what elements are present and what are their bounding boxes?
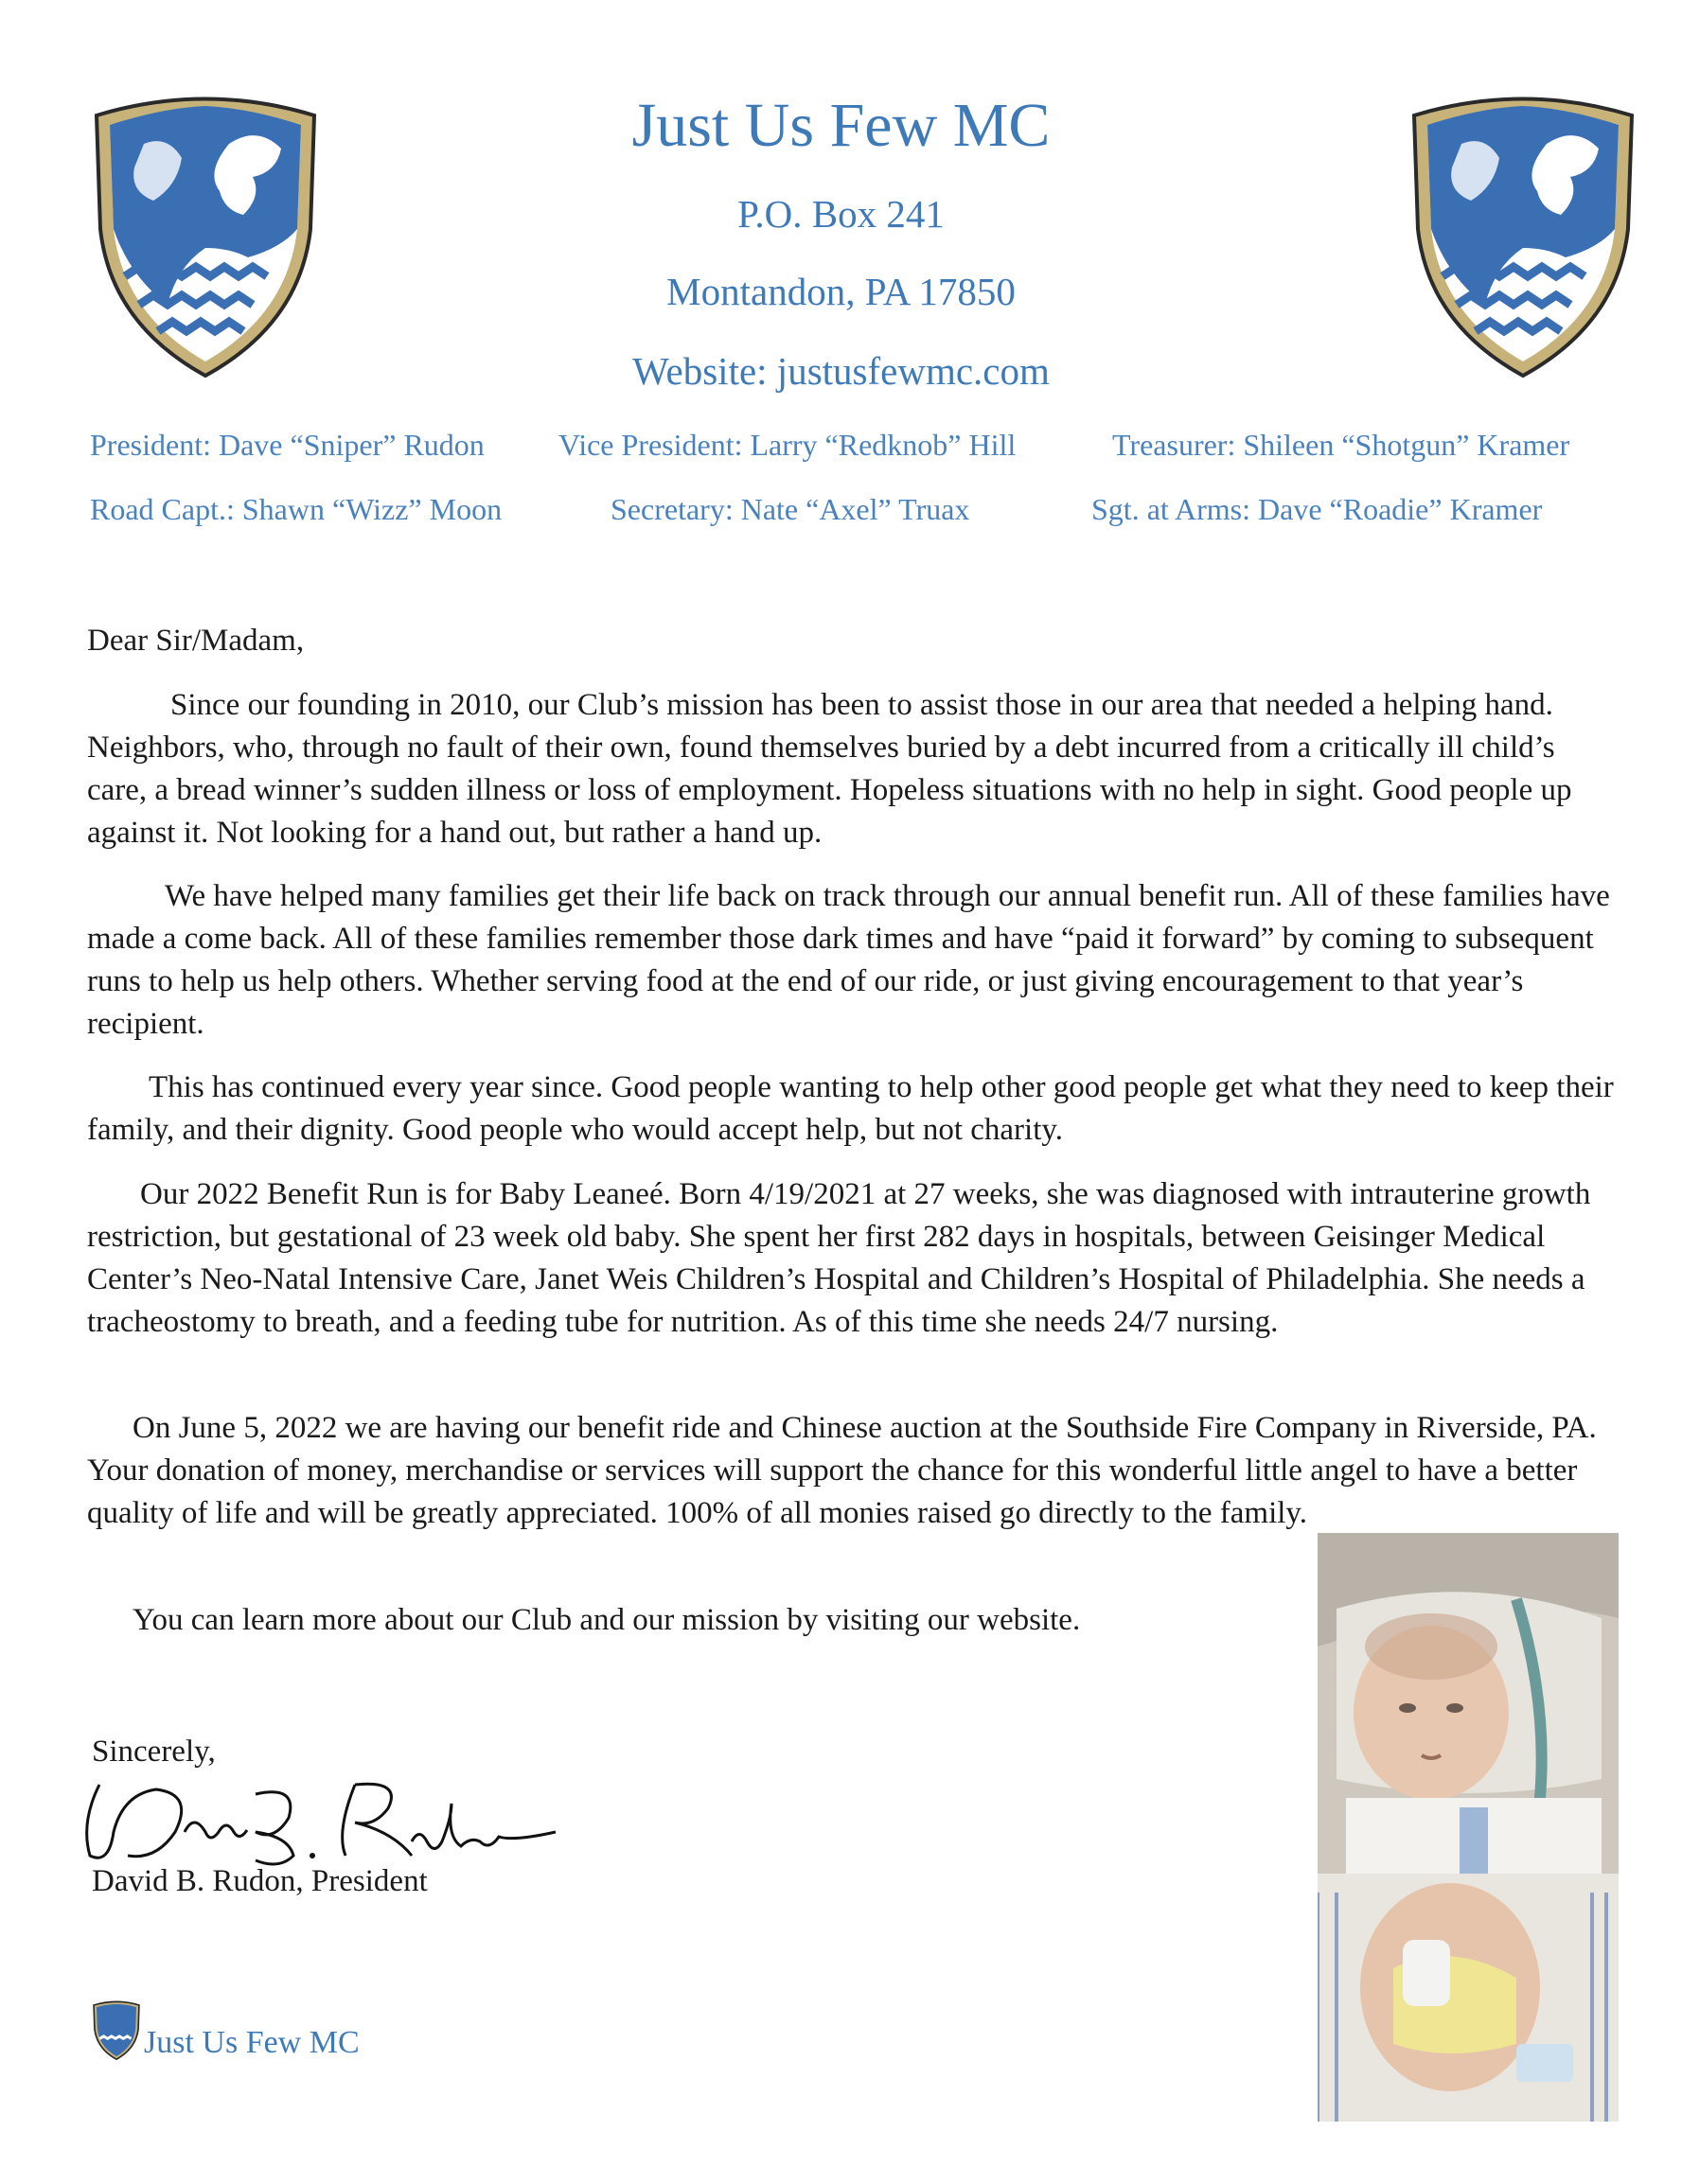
letterhead-title: Just Us Few MC <box>631 91 1051 160</box>
letter-paragraph-2: We have helped many families get their life back on track through our annual benefit run. All of these families have made a come back. All of these families remember those dark times and have “paid it forward” by coming to subsequent runs to help us help others. Whether serving food at the end of our ride, or just giving encouragement to that year’s recipient. <box>87 879 1610 1041</box>
letter-paragraph-5: On June 5, 2022 we are having our benefit ride and Chinese auction at the Southside Fire Company in Riverside, PA. Your donation of money, merchandise or services will support the chance for this wonderful little angel to have a better quality of life and will be greatly appreciated. 100% of all monies raised go directly to the family. <box>87 1411 1597 1530</box>
letter-closing: Sincerely, <box>92 1735 216 1769</box>
signer-name: David B. Rudon, President <box>92 1864 428 1898</box>
footer-crest-logo <box>92 1999 141 2061</box>
letterhead-website: Website: justusfewmc.com <box>632 349 1050 393</box>
baby-photo-illustration <box>1318 1533 1619 2122</box>
officer-vice-president: Vice President: Larry “Redknob” Hill <box>558 428 1017 462</box>
baby-photo <box>1318 1533 1619 2122</box>
letterhead-po-box: P.O. Box 241 <box>737 192 945 236</box>
letterhead-city: Montandon, PA 17850 <box>666 270 1016 313</box>
officer-sgt-at-arms: Sgt. at Arms: Dave “Roadie” Kramer <box>1091 492 1543 526</box>
officer-road-captain: Road Capt.: Shawn “Wizz” Moon <box>90 492 503 526</box>
letter-salutation: Dear Sir/Madam, <box>87 624 305 658</box>
letter-paragraph-6: You can learn more about our Club and our mission by visiting our website. <box>133 1603 1081 1637</box>
letter-paragraph-1: Since our founding in 2010, our Club’s mission has been to assist those in our area that needed a helping hand. Neighbors, who, through no fault of their own, found themselves buried by a debt incurred from a critically ill child’s care, a bread winner’s sudden illness or loss of employment. Hopeless situations with no help in sight. Good people up against it. Not looking for a hand out, but rather a hand up. <box>87 688 1572 850</box>
letter-paragraph-3: This has continued every year since. Good people wanting to help other good people get what they need to keep their family, and their dignity. Good people who would accept help, but not charity. <box>87 1070 1614 1147</box>
officer-president: President: Dave “Sniper” Rudon <box>90 428 485 462</box>
officer-secretary: Secretary: Nate “Axel” Truax <box>611 492 970 526</box>
officer-treasurer: Treasurer: Shileen “Shotgun” Kramer <box>1112 428 1570 462</box>
footer-org-name: Just Us Few MC <box>144 2025 360 2060</box>
handwritten-signature <box>71 1766 601 1879</box>
letter-paragraph-4: Our 2022 Benefit Run is for Baby Leaneé. Born 4/19/2021 at 27 weeks, she was diagnosed with intrauterine growth restriction, but gestational of 23 week old baby. She spent her first 282 days in hospitals, between Geisinger Medical Center’s Neo-Natal Intensive Care, Janet Weis Children’s Hospital and Children’s Hospital of Philadelphia. She needs a tracheostomy to breath, and a feeding tube for nutrition. As of this time she needs 24/7 nursing. <box>87 1177 1591 1339</box>
